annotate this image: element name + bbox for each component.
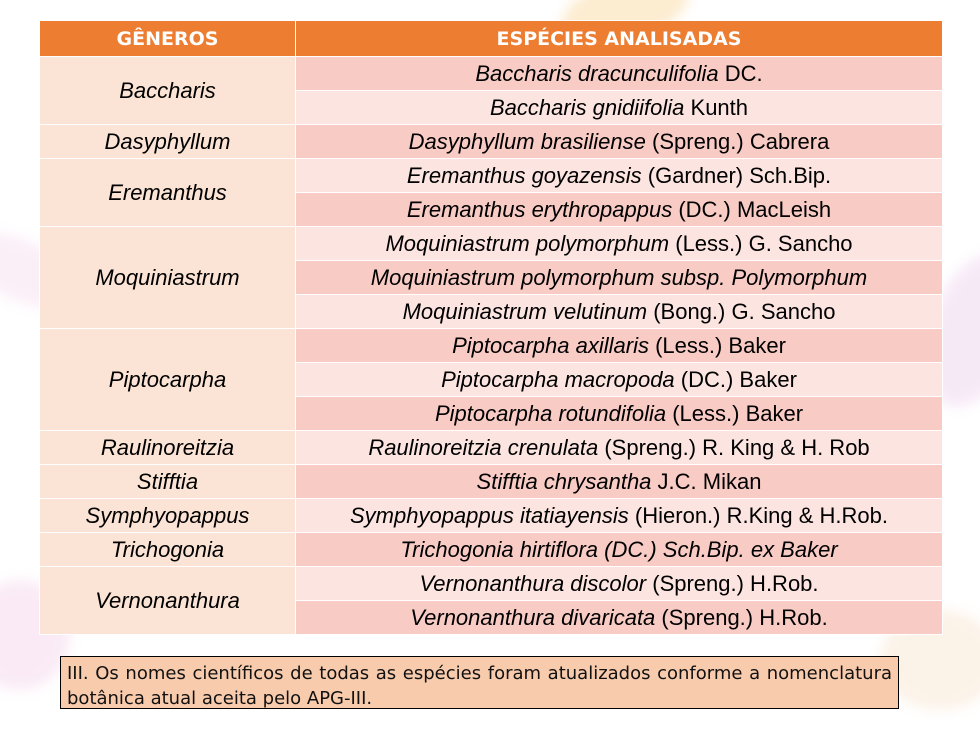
table-header-row xyxy=(40,21,943,57)
species-name: Eremanthus erythropappus xyxy=(406,196,673,222)
table-row xyxy=(40,57,943,91)
genus-cell: Vernonanthura xyxy=(40,567,296,635)
species-name: Baccharis dracunculifolia xyxy=(475,60,719,86)
species-name: Stifftia chrysantha xyxy=(476,468,652,494)
species-cell xyxy=(296,261,943,295)
species-cell xyxy=(296,227,943,261)
species-name: Moquiniastrum velutinum xyxy=(402,298,648,324)
species-name: Symphyopappus itatiayensis xyxy=(349,502,629,528)
species-cell xyxy=(296,567,943,601)
species-cell xyxy=(296,295,943,329)
genus-cell: Eremanthus xyxy=(40,159,296,227)
species-cell xyxy=(296,159,943,193)
species-cell xyxy=(296,193,943,227)
species-author: (Spreng.) H.Rob. xyxy=(646,570,819,596)
species-author: J.C. Mikan xyxy=(651,468,762,494)
table-row xyxy=(40,567,943,601)
species-name: Moquiniastrum polymorphum xyxy=(385,230,670,256)
table-row xyxy=(40,533,943,567)
genus-cell: Symphyopappus xyxy=(40,499,296,533)
table-row xyxy=(40,125,943,159)
species-name: Piptocarpha axillaris xyxy=(452,332,649,358)
species-name: Raulinoreitzia crenulata xyxy=(368,434,599,460)
species-cell xyxy=(296,397,943,431)
species-cell xyxy=(296,57,943,91)
species-author: (DC.) MacLeish xyxy=(672,196,832,222)
species-name: Moquiniastrum polymorphum subsp. Polymorphum xyxy=(370,264,868,290)
genus-cell: Piptocarpha xyxy=(40,329,296,431)
species-author: (Less.) Baker xyxy=(666,400,804,426)
species-author: (Spreng.) Cabrera xyxy=(645,128,830,154)
table-row xyxy=(40,465,943,499)
species-author: (Gardner) Sch.Bip. xyxy=(641,162,832,188)
species-cell xyxy=(296,363,943,397)
species-name: Baccharis gnidiifolia xyxy=(489,94,685,120)
species-author: (Less.) Baker xyxy=(648,332,786,358)
species-cell xyxy=(296,91,943,125)
species-name: Trichogonia hirtiflora (DC.) Sch.Bip. ex Baker xyxy=(400,536,838,562)
species-cell xyxy=(296,431,943,465)
table-row xyxy=(40,431,943,465)
species-author: (Hieron.) R.King & H.Rob. xyxy=(628,502,889,528)
species-name: Piptocarpha rotundifolia xyxy=(434,400,667,426)
species-name: Eremanthus goyazensis xyxy=(406,162,642,188)
species-name: Vernonanthura divaricata xyxy=(410,604,656,630)
genus-cell: Raulinoreitzia xyxy=(40,431,296,465)
species-author: (Spreng.) H.Rob. xyxy=(655,604,828,630)
species-author: (Less.) G. Sancho xyxy=(669,230,853,256)
species-author: DC. xyxy=(718,60,763,86)
header-species: ESPÉCIES ANALISADAS xyxy=(296,21,943,57)
species-cell xyxy=(296,601,943,635)
species-table xyxy=(39,20,943,635)
species-cell xyxy=(296,465,943,499)
table-body xyxy=(40,57,943,635)
species-name: Vernonanthura discolor xyxy=(419,570,647,596)
genus-cell: Stifftia xyxy=(40,465,296,499)
species-author: (DC.) Baker xyxy=(674,366,797,392)
species-author: (Spreng.) R. King & H. Rob xyxy=(598,434,870,460)
species-cell xyxy=(296,533,943,567)
species-cell xyxy=(296,329,943,363)
table-row xyxy=(40,227,943,261)
species-cell xyxy=(296,499,943,533)
genus-cell: Baccharis xyxy=(40,57,296,125)
header-genera: GÊNEROS xyxy=(40,21,296,57)
genus-cell: Moquiniastrum xyxy=(40,227,296,329)
species-author: (Bong.) G. Sancho xyxy=(647,298,836,324)
species-cell xyxy=(296,125,943,159)
footnote-box: III. Os nomes científicos de todas as espécies foram atualizados conforme a nomenclatura botânica atual aceita pelo APG-III. xyxy=(60,656,899,709)
genus-cell: Dasyphyllum xyxy=(40,125,296,159)
table-row xyxy=(40,159,943,193)
species-name: Dasyphyllum brasiliense xyxy=(408,128,646,154)
species-author: Kunth xyxy=(684,94,749,120)
species-name: Piptocarpha macropoda xyxy=(441,366,675,392)
genus-cell: Trichogonia xyxy=(40,533,296,567)
table-row xyxy=(40,329,943,363)
table-row xyxy=(40,499,943,533)
